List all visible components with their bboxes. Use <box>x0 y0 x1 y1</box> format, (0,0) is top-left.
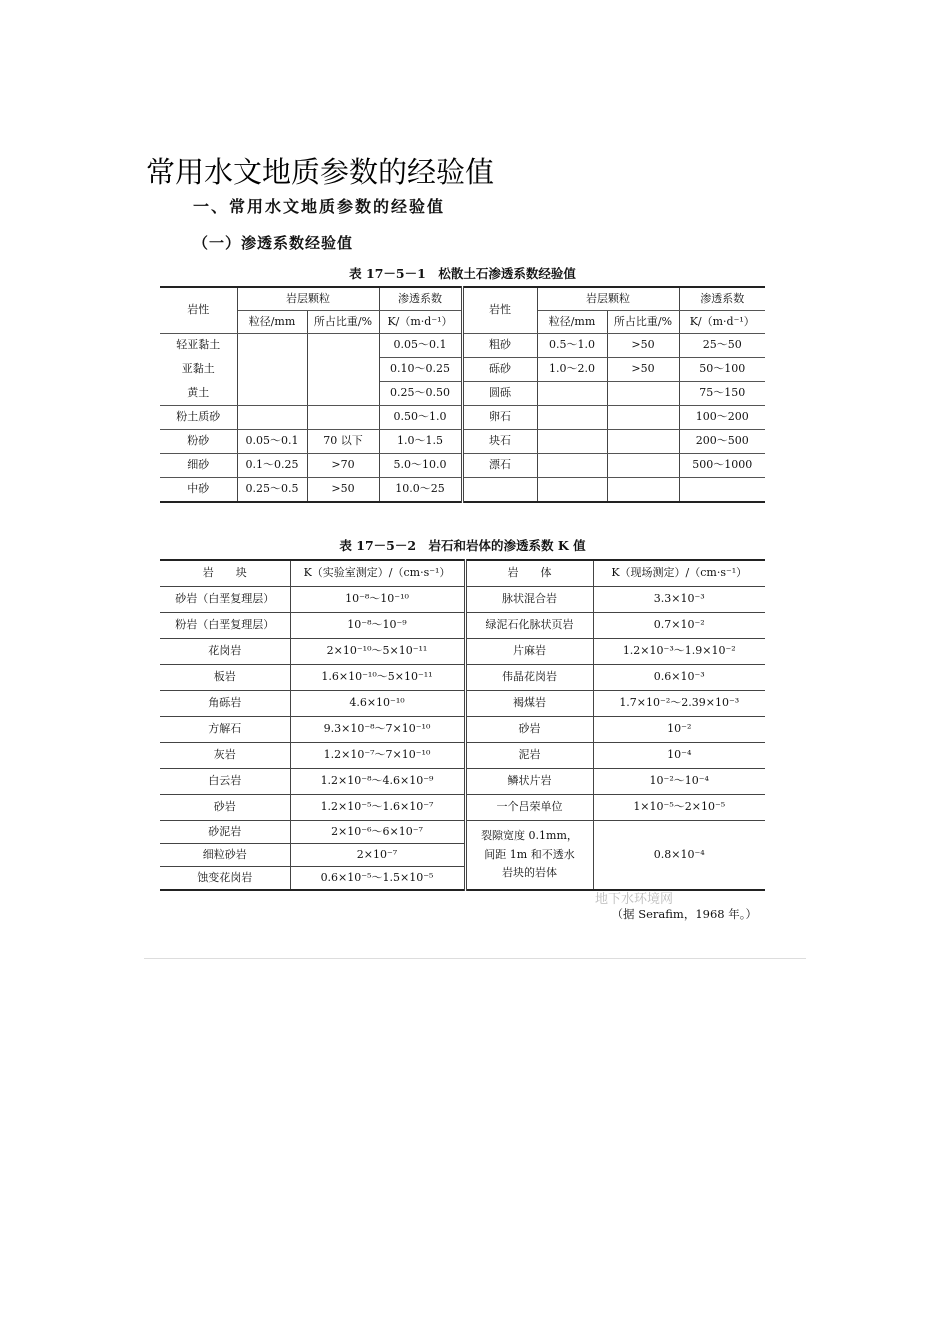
cell <box>607 406 679 430</box>
cell-fractured-rock <box>465 821 593 891</box>
cell: 0.5～1.0 <box>537 334 607 358</box>
cell: 板岩 <box>160 665 290 691</box>
cell: 0.50～1.0 <box>379 406 462 430</box>
cell: 0.8×10⁻⁴ <box>593 821 765 891</box>
cell: 50～100 <box>679 358 765 382</box>
cell <box>307 358 379 382</box>
cell <box>307 382 379 406</box>
cell: 10⁻² <box>593 717 765 743</box>
header-rock-right: 岩性 <box>462 287 537 334</box>
cell <box>607 454 679 478</box>
cell: 漂石 <box>462 454 537 478</box>
cell: 1×10⁻⁵～2×10⁻⁵ <box>593 795 765 821</box>
cell <box>607 430 679 454</box>
cell-line: 间距 1m 和不透水 <box>484 847 575 861</box>
cell: 方解石 <box>160 717 290 743</box>
header-k: 渗透系数 <box>379 287 462 311</box>
cell <box>607 478 679 503</box>
cell: 粉砂 <box>160 430 237 454</box>
header-k-field: K（现场测定）/（cm·s⁻¹） <box>593 560 765 587</box>
cell: 圆砾 <box>462 382 537 406</box>
header-ratio-right: 所占比重/% <box>607 311 679 334</box>
cell <box>237 382 307 406</box>
document-title: 常用水文地质参数的经验值 <box>146 155 495 189</box>
cell: 0.10～0.25 <box>379 358 462 382</box>
cell: 1.2×10⁻³～1.9×10⁻² <box>593 639 765 665</box>
cell: 1.7×10⁻²～2.39×10⁻³ <box>593 691 765 717</box>
cell: 1.2×10⁻⁸～4.6×10⁻⁹ <box>290 769 465 795</box>
cell: 500～1000 <box>679 454 765 478</box>
cell: 一个吕荣单位 <box>465 795 593 821</box>
header-rock: 岩性 <box>160 287 237 334</box>
cell: 中砂 <box>160 478 237 503</box>
cell: 100～200 <box>679 406 765 430</box>
cell <box>307 406 379 430</box>
table-row <box>160 478 765 503</box>
cell: 泥岩 <box>465 743 593 769</box>
cell: 2×10⁻⁶～6×10⁻⁷ <box>290 821 465 844</box>
cell: 白云岩 <box>160 769 290 795</box>
cell: 轻亚黏土 <box>160 334 237 358</box>
cell: 10.0～25 <box>379 478 462 503</box>
cell: 1.2×10⁻⁵～1.6×10⁻⁷ <box>290 795 465 821</box>
cell <box>607 382 679 406</box>
cell: 灰岩 <box>160 743 290 769</box>
cell: 蚀变花岗岩 <box>160 867 290 891</box>
permeability-table-rock <box>160 559 765 891</box>
cell: 绿泥石化脉状页岩 <box>465 613 593 639</box>
cell: 伟晶花岗岩 <box>465 665 593 691</box>
header-ratio: 所占比重/% <box>307 311 379 334</box>
header-mass: 岩 体 <box>465 560 593 587</box>
cell: 片麻岩 <box>465 639 593 665</box>
header-grain-right: 岩层颗粒 <box>537 287 679 311</box>
table-row <box>160 454 765 478</box>
header-size: 粒径/mm <box>237 311 307 334</box>
cell: 0.25～0.5 <box>237 478 307 503</box>
cell: 粉岩（白垩复理层） <box>160 613 290 639</box>
table-row <box>160 639 765 665</box>
cell: 9.3×10⁻⁸～7×10⁻¹⁰ <box>290 717 465 743</box>
section-heading: 一、常用水文地质参数的经验值 <box>193 197 446 216</box>
table-row <box>160 358 765 382</box>
table1-caption: 表 17－5－1 松散土石渗透系数经验值 <box>349 266 576 281</box>
cell <box>307 334 379 358</box>
table-row <box>160 334 765 358</box>
cell <box>237 334 307 358</box>
cell <box>537 430 607 454</box>
permeability-table-loose-soil <box>160 286 765 503</box>
cell: 75～150 <box>679 382 765 406</box>
cell <box>537 406 607 430</box>
cell-line: 裂隙宽度 0.1mm， <box>481 828 578 842</box>
header-kunit-right: K/（m·d⁻¹） <box>679 311 765 334</box>
cell: 褐煤岩 <box>465 691 593 717</box>
table-source-note: （据 Serafim，1968 年。） <box>611 907 757 921</box>
divider <box>144 958 806 959</box>
header-k-right: 渗透系数 <box>679 287 765 311</box>
cell: 25～50 <box>679 334 765 358</box>
cell <box>237 358 307 382</box>
cell: 砂泥岩 <box>160 821 290 844</box>
cell: 花岗岩 <box>160 639 290 665</box>
cell: >70 <box>307 454 379 478</box>
subsection-heading: （一）渗透系数经验值 <box>193 234 354 252</box>
table-row <box>160 430 765 454</box>
cell: 粉土质砂 <box>160 406 237 430</box>
header-kunit: K/（m·d⁻¹） <box>379 311 462 334</box>
cell: 1.6×10⁻¹⁰～5×10⁻¹¹ <box>290 665 465 691</box>
cell <box>237 406 307 430</box>
cell: 2×10⁻¹⁰～5×10⁻¹¹ <box>290 639 465 665</box>
cell: 3.3×10⁻³ <box>593 587 765 613</box>
cell: >50 <box>607 358 679 382</box>
cell <box>679 478 765 503</box>
cell: 1.0～2.0 <box>537 358 607 382</box>
table-row <box>160 613 765 639</box>
cell: 0.25～0.50 <box>379 382 462 406</box>
cell: 10⁻⁸～10⁻⁹ <box>290 613 465 639</box>
scanned-table-image <box>155 188 775 933</box>
cell: 砂岩 <box>160 795 290 821</box>
cell: 1.0～1.5 <box>379 430 462 454</box>
cell: 细砂 <box>160 454 237 478</box>
cell: 0.6×10⁻³ <box>593 665 765 691</box>
table-row <box>160 795 765 821</box>
cell: 细粒砂岩 <box>160 844 290 867</box>
cell: 砂岩（白垩复理层） <box>160 587 290 613</box>
cell: 角砾岩 <box>160 691 290 717</box>
table-row <box>160 406 765 430</box>
cell: 10⁻²～10⁻⁴ <box>593 769 765 795</box>
cell: 1.2×10⁻⁷～7×10⁻¹⁰ <box>290 743 465 769</box>
cell: 亚黏土 <box>160 358 237 382</box>
cell: 0.05～0.1 <box>379 334 462 358</box>
cell: 10⁻⁸～10⁻¹⁰ <box>290 587 465 613</box>
table-row <box>160 587 765 613</box>
header-grain: 岩层颗粒 <box>237 287 379 311</box>
table-header-row <box>160 560 765 587</box>
cell: 10⁻⁴ <box>593 743 765 769</box>
cell: >50 <box>307 478 379 503</box>
cell: 5.0～10.0 <box>379 454 462 478</box>
cell: 砾砂 <box>462 358 537 382</box>
cell: 脉状混合岩 <box>465 587 593 613</box>
cell-line: 岩块的岩体 <box>502 866 557 880</box>
cell <box>537 478 607 503</box>
cell: 0.1～0.25 <box>237 454 307 478</box>
cell: 砂岩 <box>465 717 593 743</box>
cell: 0.05～0.1 <box>237 430 307 454</box>
cell: 2×10⁻⁷ <box>290 844 465 867</box>
table-row <box>160 743 765 769</box>
header-size-right: 粒径/mm <box>537 311 607 334</box>
cell <box>537 454 607 478</box>
cell: 块石 <box>462 430 537 454</box>
table-row <box>160 769 765 795</box>
cell: 黄土 <box>160 382 237 406</box>
table-row <box>160 691 765 717</box>
header-block: 岩 块 <box>160 560 290 587</box>
cell: 200～500 <box>679 430 765 454</box>
cell: 鳞状片岩 <box>465 769 593 795</box>
cell: 70 以下 <box>307 430 379 454</box>
cell: 4.6×10⁻¹⁰ <box>290 691 465 717</box>
table-row <box>160 665 765 691</box>
cell: 卵石 <box>462 406 537 430</box>
cell: 0.6×10⁻⁵～1.5×10⁻⁵ <box>290 867 465 891</box>
table-row <box>160 717 765 743</box>
table2-caption: 表 17－5－2 岩石和岩体的渗透系数 K 值 <box>339 538 586 553</box>
header-k-lab: K（实验室测定）/（cm·s⁻¹） <box>290 560 465 587</box>
cell: 0.7×10⁻² <box>593 613 765 639</box>
cell <box>462 478 537 503</box>
table-row <box>160 821 765 844</box>
cell: 粗砂 <box>462 334 537 358</box>
table-row <box>160 382 765 406</box>
cell: >50 <box>607 334 679 358</box>
cell <box>537 382 607 406</box>
watermark: 地下水环境网 <box>595 892 674 907</box>
